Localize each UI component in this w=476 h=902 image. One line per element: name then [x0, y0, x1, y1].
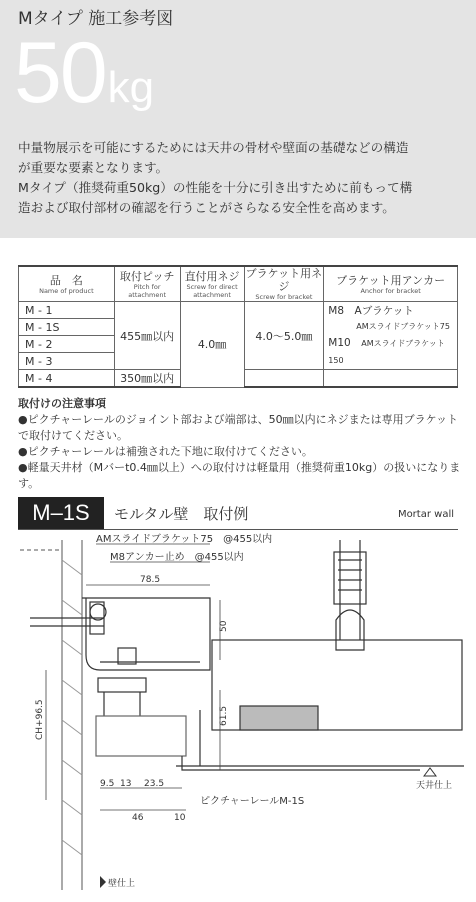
header-pitch: 取付ピッチ Pitch for attachment: [114, 266, 180, 302]
product-name: M - 3: [19, 353, 115, 370]
description-line: 中量物展示を可能にするためには天井の骨材や壁面の基礎などの構造: [18, 140, 409, 155]
spec-table: [18, 265, 458, 388]
note-item: ●ピクチャーレールは補強された下地に取付けてください。: [18, 445, 313, 458]
table-row: [19, 302, 458, 319]
description-line: Mタイプ（推奨荷重50kg）の性能を十分に引き出すために前もって構: [18, 180, 413, 195]
dim-13: 13: [120, 779, 132, 789]
product-name: M - 1S: [19, 319, 115, 336]
pitch-value: 455㎜以内: [114, 302, 180, 370]
bracket-screw-value: 4.0～5.0㎜: [244, 302, 324, 370]
label-ceiling: 天井仕上: [416, 781, 453, 791]
page-subtitle: Mタイプ 施工参考図: [18, 9, 174, 29]
anchor-value: M8 Aブラケット AMスライドブラケット75 M10 AMスライドブラケット150: [324, 302, 458, 370]
anchor-bolt: [30, 602, 106, 634]
dim-9-5: 9.5: [100, 779, 115, 789]
description: [18, 138, 466, 218]
ceiling-assembly: [176, 540, 464, 766]
direct-screw-value: 4.0㎜: [180, 302, 244, 388]
table-header-row: [19, 266, 458, 302]
label-ch: CH+96.5: [35, 699, 45, 740]
dim-78-5: 78.5: [140, 575, 161, 585]
product-name: M - 1: [19, 302, 115, 319]
header-panel: [0, 0, 476, 238]
bracket-screw-value: [244, 370, 324, 388]
example-title: モルタル壁 取付例: [114, 505, 249, 523]
header-anchor: ブラケット用アンカー Anchor for bracket: [324, 266, 458, 302]
description-line: が重要な要素となります。: [18, 160, 169, 175]
note-item: ●軽量天井材（Mバーt0.4㎜以上）への取付けは軽量用（推奨荷重10kg）の扱いになります。: [18, 461, 461, 490]
example-header: [18, 497, 458, 530]
note-item: ●ピクチャーレールのジョイント部および端部は、50㎜以内にネジまたは専用ブラケットで取付けてください。: [18, 413, 459, 442]
label-anchor: M8アンカー止め @455以内: [110, 552, 244, 563]
ceiling-marker-icon: [424, 768, 436, 776]
dim-61-5: 61.5: [219, 705, 229, 726]
installation-drawing: [0, 530, 476, 902]
header-bracket-screw: ブラケット用ネジ Screw for bracket: [245, 267, 323, 301]
header-direct-screw: 直付用ネジ Screw for direct attachment: [180, 266, 244, 302]
pitch-value: 350㎜以内: [114, 370, 180, 388]
dim-23-5: 23.5: [144, 779, 165, 789]
anchor-value: [324, 370, 458, 388]
load-unit: kg: [107, 63, 155, 112]
product-name: M - 4: [19, 370, 115, 388]
dim-46: 46: [132, 813, 144, 823]
dim-10: 10: [174, 813, 186, 823]
wall-marker-icon: [100, 876, 106, 888]
mortar-wall: [20, 540, 82, 890]
model-tag: M–1S: [18, 497, 104, 529]
header-name: 品 名 Name of product: [19, 266, 115, 302]
label-bracket: AMスライドブラケット75 @455以内: [96, 534, 273, 545]
label-rail: ピクチャーレールM-1S: [200, 796, 305, 807]
load-number: 50: [14, 25, 106, 121]
slide-bracket: [82, 598, 420, 770]
dim-50: 50: [219, 620, 229, 632]
label-wall: 壁仕上: [108, 879, 136, 889]
notes-title: 取付けの注意事項: [18, 397, 106, 410]
description-line: 造および取付部材の確認を行うことがさらなる安全性を高めます。: [18, 200, 395, 215]
notes-section: [18, 396, 466, 492]
product-name: M - 2: [19, 336, 115, 353]
load-rating: [14, 25, 155, 121]
example-title-en: Mortar wall: [397, 509, 454, 520]
